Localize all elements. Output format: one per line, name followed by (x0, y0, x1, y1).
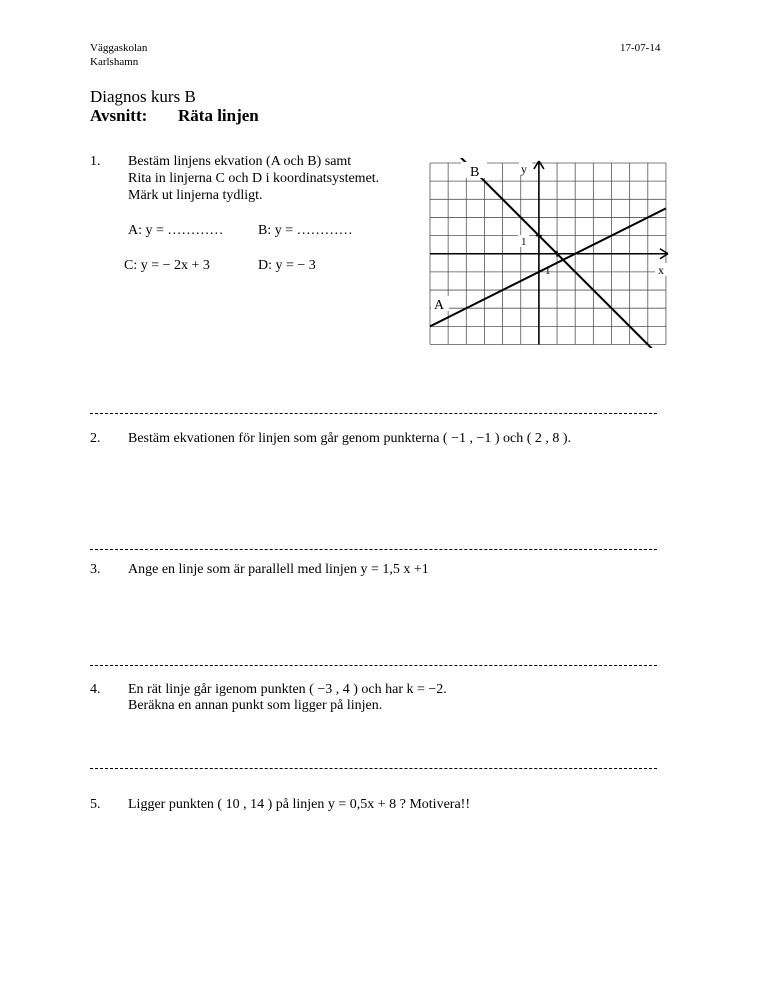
city-name: Karlshamn (90, 56, 139, 68)
tick-y-label: 1 (521, 236, 527, 248)
q1-line3: Märk ut linjerna tydligt. (128, 188, 263, 203)
course-title: Diagnos kurs B (90, 87, 196, 106)
axis-x-label: x (658, 263, 664, 277)
q4-line1: En rät linje går igenom punkten ( −3 , 4 ) och har k = −2. (128, 682, 447, 697)
label-b: B (470, 165, 480, 180)
q3-number: 3. (90, 562, 101, 577)
q1-a-answer: A: y = ………… (128, 223, 224, 238)
q5-text: Ligger punkten ( 10 , 14 ) på linjen y = 0,5x + 8 ? Motivera!! (128, 797, 470, 812)
q1-line2: Rita in linjerna C och D i koordinatsystemet. (128, 171, 380, 186)
q1-line1: Bestäm linjens ekvation (A och B) samt (128, 154, 352, 169)
coordinate-grid (428, 158, 670, 348)
q1-d-equation: D: y = − 3 (258, 258, 316, 273)
section-label: Avsnitt: (90, 106, 148, 125)
separator-3 (90, 665, 657, 666)
separator-2 (90, 549, 657, 550)
q2-number: 2. (90, 431, 101, 446)
q1-number: 1. (90, 154, 101, 169)
q5-number: 5. (90, 797, 101, 812)
separator-1 (90, 413, 657, 414)
separator-4 (90, 768, 657, 769)
axis-y-label: y (521, 162, 527, 176)
q4-line2: Beräkna en annan punkt som ligger på linjen. (128, 698, 383, 713)
q3-text: Ange en linje som är parallell med linjen y = 1,5 x +1 (128, 562, 429, 577)
school-name: Väggaskolan (90, 42, 148, 54)
q2-text: Bestäm ekvationen för linjen som går genom punkterna ( −1 , −1 ) och ( 2 , 8 ). (128, 431, 572, 446)
axes (430, 161, 668, 345)
q1-b-answer: B: y = ………… (258, 223, 353, 238)
document-date: 17-07-14 (620, 42, 661, 54)
tick-x-label: 1 (545, 265, 551, 277)
q1-c-equation: C: y = − 2x + 3 (124, 258, 210, 273)
label-a: A (434, 298, 445, 313)
q4-number: 4. (90, 682, 101, 697)
section-name: Räta linjen (178, 106, 259, 125)
